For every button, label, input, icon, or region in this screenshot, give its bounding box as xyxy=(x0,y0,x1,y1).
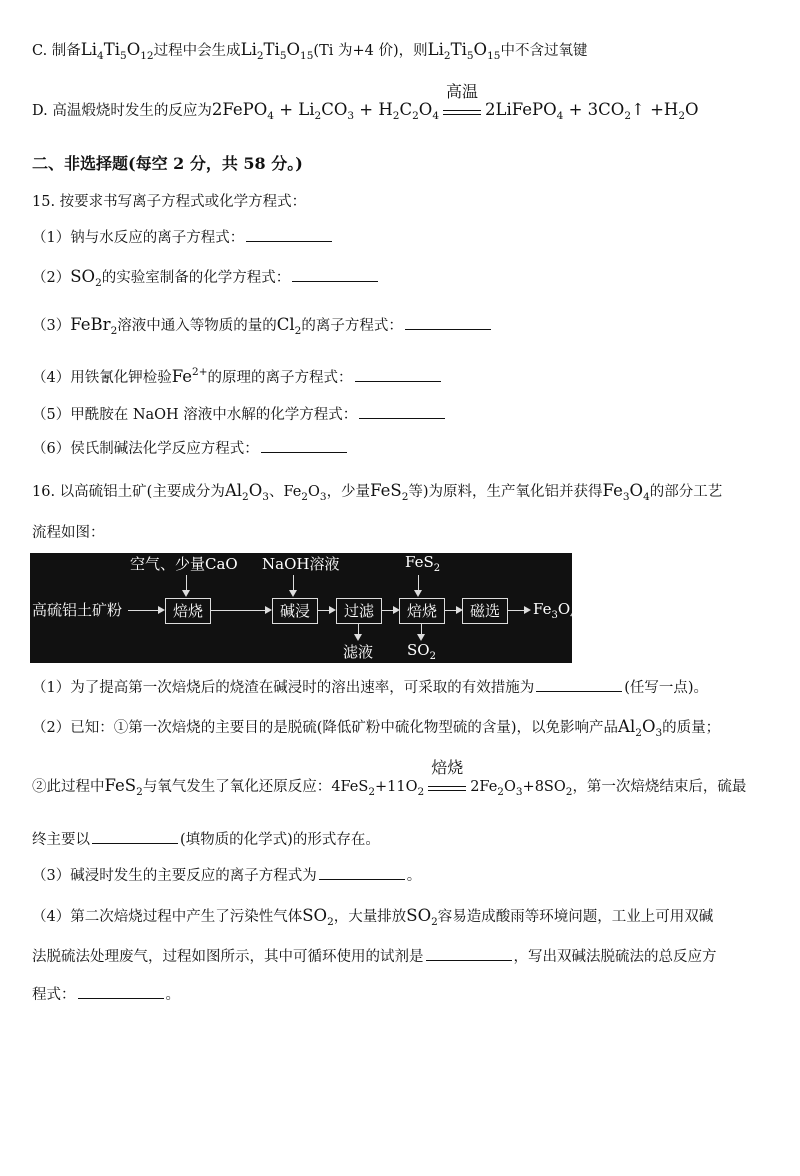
start-ore-powder: 高硫铝土矿粉 xyxy=(32,601,123,619)
answer-blank[interactable] xyxy=(359,404,445,419)
option-d: D. 高温煅烧时发生的反应为2FePO$_4$ + $Li_2CO_3 + H_2C_2O_4$ 高温 2LiFePO$_4$ + $3CO_2↑ +H_2O$ xyxy=(32,82,699,122)
answer-blank[interactable] xyxy=(536,677,622,692)
answer-blank[interactable] xyxy=(405,315,491,330)
option-c: C. 制备$Li_4Ti_5O_{12}$过程中会生成$Li_2Ti_5O_{15}(Ti$ 为+4 价)，则$Li_2Ti_5O_{15}$中不含过氧键 xyxy=(32,40,588,62)
step-filter: 过滤 xyxy=(336,598,382,624)
q15-item-3: （3）FeBr$_2$溶液中通入等物质的量的$Cl_2$的离子方程式： xyxy=(32,315,493,341)
answer-blank[interactable] xyxy=(92,829,178,844)
answer-blank[interactable] xyxy=(78,984,164,999)
q16-part-2: （2）已知：①第一次焙烧的主要目的是脱硫(降低矿粉中硫化物型硫的含量)，以免影响产品$Al_2O_3$的质量； xyxy=(32,717,721,739)
q15-item-2: $(2)SO_2$的实验室制备的化学方程式： xyxy=(32,267,380,293)
step-magnetic-separation: 磁选 xyxy=(462,598,508,624)
q16-part-4: （4）第二次焙烧过程中产生了污染性气体$SO_2$，大量排放$SO_2$容易造成酸雨等环境问题，工业上可用双碱 xyxy=(32,906,714,928)
answer-blank[interactable] xyxy=(246,227,332,242)
q16-flow-caption: 流程如图： xyxy=(32,525,105,541)
output-filtrate: 滤液 xyxy=(343,643,374,661)
step-roast-1: 焙烧 xyxy=(165,598,211,624)
answer-blank[interactable] xyxy=(355,367,441,382)
input-naoh: NaOH溶液 xyxy=(262,555,340,573)
step-roast-2: 焙烧 xyxy=(399,598,445,624)
section-heading: 二、非选择题(每空 2 分，共 58 分。) xyxy=(32,154,303,173)
answer-blank[interactable] xyxy=(261,438,347,453)
reaction-condition-high-temp: 高温 xyxy=(441,101,483,121)
q15-title: 15. 按要求书写离子方程式或化学方程式： xyxy=(32,194,307,210)
process-flow-diagram xyxy=(30,553,577,663)
answer-blank[interactable] xyxy=(426,946,512,961)
q16-part-2-reaction: ②此过程中FeS$_2$与氧气发生了氧化还原反应：$4FeS_2+11O_2$ 焙烧 $2Fe_2O_3+8SO_2$，第一次焙烧结束后，硫最 xyxy=(32,758,747,798)
output-so2: $SO_2$ xyxy=(407,641,436,662)
input-air-cao: 空气、少量CaO xyxy=(130,555,238,573)
q15-item-5: （5）甲酰胺在 NaOH 溶液中水解的化学方程式： xyxy=(32,404,447,425)
answer-blank[interactable] xyxy=(292,267,378,282)
reaction-condition-roast: 焙烧 xyxy=(426,777,468,797)
product-fe3o4: $Fe_3O_4$ xyxy=(533,600,577,621)
input-fes2: FeS$_2$ xyxy=(405,553,441,574)
q15-item-4: （4）用铁氰化钾检验$Fe^{2+}$的原理的离子方程式： xyxy=(32,362,443,388)
q16-part-3: （3）碱浸时发生的主要反应的离子方程式为 。 xyxy=(32,865,421,886)
q15-item-1: （1）钠与水反应的离子方程式： xyxy=(32,227,334,248)
q16-part-2-blank: 终主要以 (填物质的化学式)的形式存在。 xyxy=(32,829,380,850)
q16-part-4-end: 程式： 。 xyxy=(32,984,180,1005)
q16-part-4-cont: 法脱硫法处理废气，过程如图所示，其中可循环使用的试剂是 ，写出双碱法脱硫法的总反应方 xyxy=(32,946,717,967)
q15-item-6: （6）侯氏制碱法化学反应方程式： xyxy=(32,438,349,459)
step-alkali-leach: 碱浸 xyxy=(272,598,318,624)
answer-blank[interactable] xyxy=(319,865,405,880)
q16-intro: 16. 以高硫铝土矿(主要成分为$Al_2O_3$、$Fe_2O_3$，少量FeS$_2$等)为原料，生产氧化铝并获得$Fe_3O_4$的部分工艺 xyxy=(32,481,723,503)
q16-part-1: （1）为了提高第一次焙烧后的烧渣在碱浸时的溶出速率，可采取的有效措施为 (任写一点)。 xyxy=(32,677,708,698)
